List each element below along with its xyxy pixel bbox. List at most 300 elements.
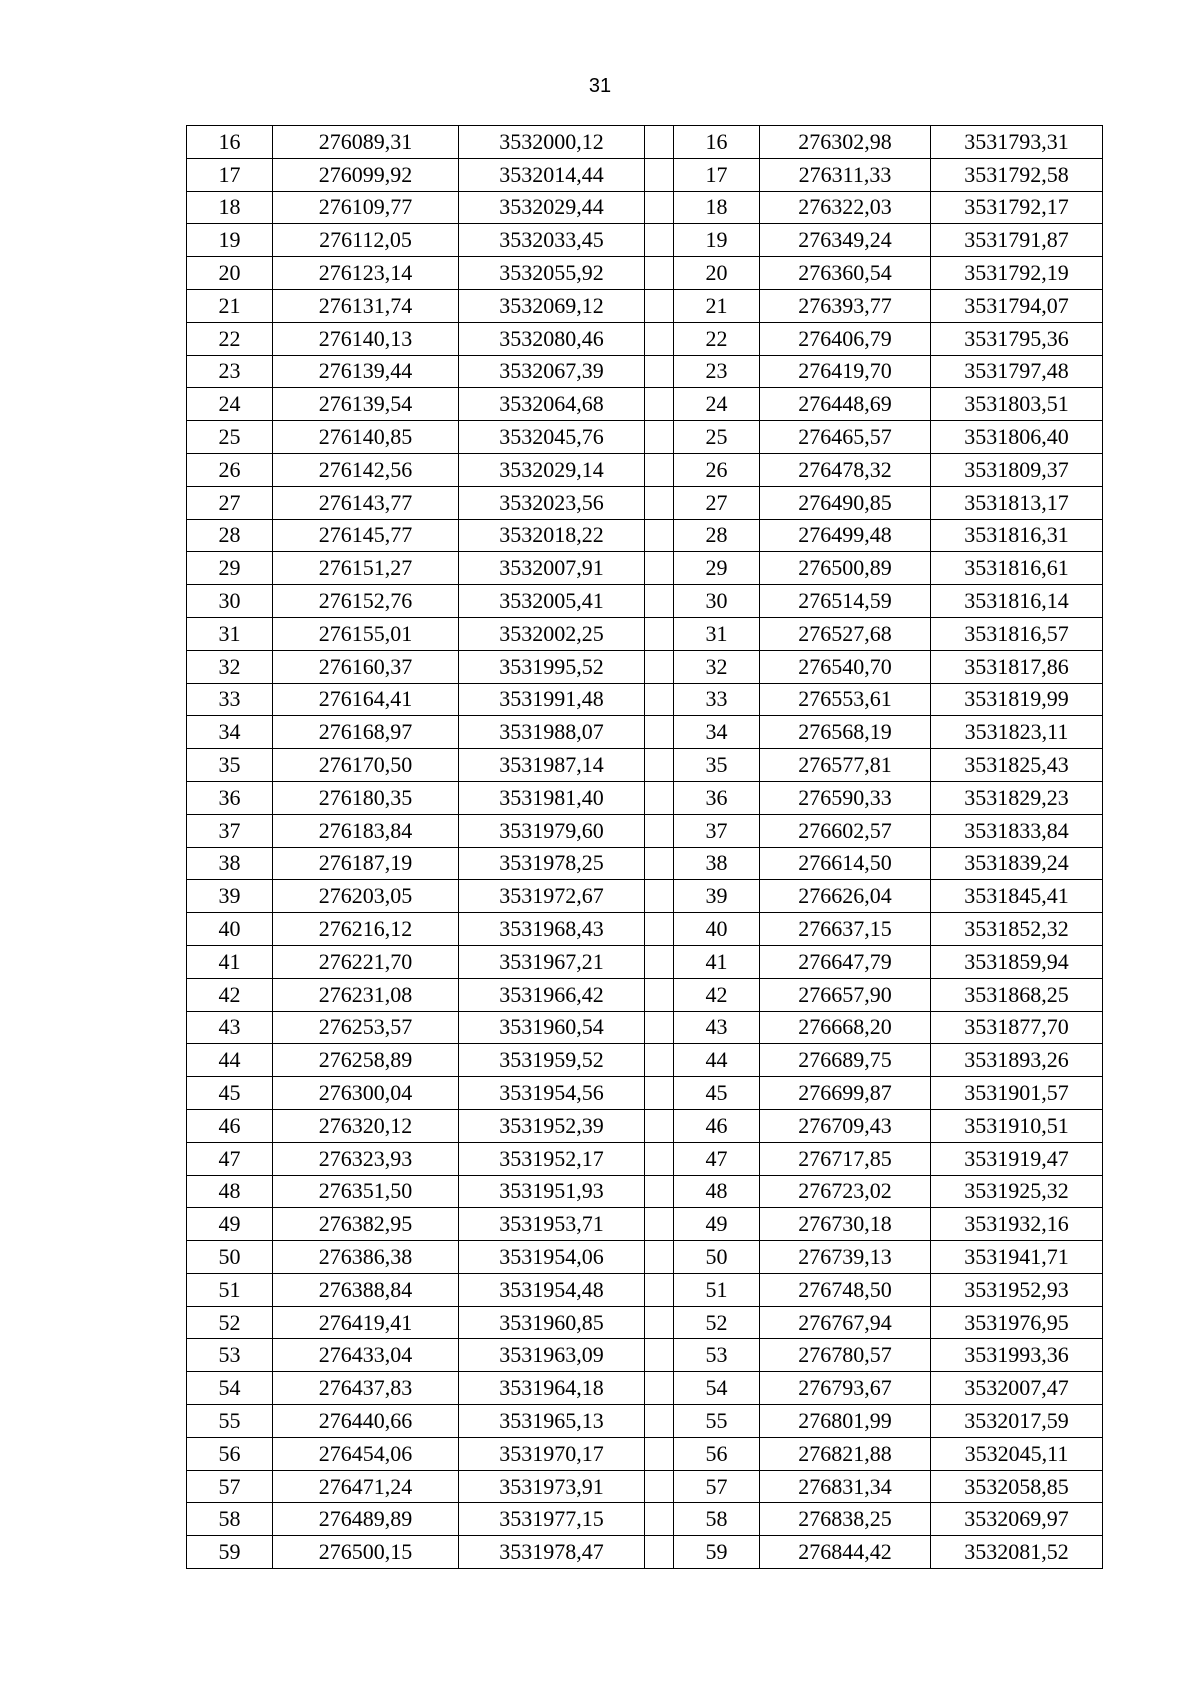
spacer-cell	[645, 1372, 674, 1405]
coordinate-y-right: 3531823,11	[931, 716, 1103, 749]
coordinate-x-left: 276300,04	[273, 1077, 459, 1110]
table-row	[187, 355, 1103, 388]
table-row	[187, 945, 1103, 978]
point-number-right: 53	[674, 1339, 760, 1372]
coordinate-x-left: 276437,83	[273, 1372, 459, 1405]
coordinate-y-right: 3531813,17	[931, 486, 1103, 519]
coordinate-x-right: 276739,13	[760, 1241, 931, 1274]
coordinate-x-left: 276388,84	[273, 1273, 459, 1306]
spacer-cell	[645, 945, 674, 978]
table-row	[187, 781, 1103, 814]
spacer-cell	[645, 716, 674, 749]
coordinate-y-right: 3531794,07	[931, 289, 1103, 322]
coordinate-x-left: 276152,76	[273, 585, 459, 618]
coordinate-y-left: 3531952,39	[459, 1109, 645, 1142]
spacer-cell	[645, 650, 674, 683]
point-number-right: 31	[674, 617, 760, 650]
point-number-left: 25	[187, 421, 273, 454]
point-number-right: 32	[674, 650, 760, 683]
point-number-right: 47	[674, 1142, 760, 1175]
point-number-right: 34	[674, 716, 760, 749]
coordinate-x-right: 276553,61	[760, 683, 931, 716]
spacer-cell	[645, 978, 674, 1011]
coordinate-y-right: 3531793,31	[931, 126, 1103, 159]
point-number-right: 23	[674, 355, 760, 388]
spacer-cell	[645, 519, 674, 552]
point-number-left: 23	[187, 355, 273, 388]
coordinate-y-left: 3531954,06	[459, 1241, 645, 1274]
spacer-cell	[645, 1142, 674, 1175]
coordinate-y-right: 3531829,23	[931, 781, 1103, 814]
table-row	[187, 388, 1103, 421]
point-number-left: 16	[187, 126, 273, 159]
coordinate-x-left: 276180,35	[273, 781, 459, 814]
spacer-cell	[645, 388, 674, 421]
coordinate-x-left: 276454,06	[273, 1437, 459, 1470]
point-number-left: 20	[187, 257, 273, 290]
coordinate-y-right: 3532069,97	[931, 1503, 1103, 1536]
point-number-right: 50	[674, 1241, 760, 1274]
coordinate-y-left: 3531951,93	[459, 1175, 645, 1208]
point-number-right: 29	[674, 552, 760, 585]
point-number-left: 17	[187, 158, 273, 191]
point-number-right: 19	[674, 224, 760, 257]
point-number-left: 49	[187, 1208, 273, 1241]
table-row	[187, 453, 1103, 486]
coordinate-x-right: 276793,67	[760, 1372, 931, 1405]
point-number-right: 16	[674, 126, 760, 159]
spacer-cell	[645, 289, 674, 322]
table-row	[187, 552, 1103, 585]
coordinate-y-right: 3532058,85	[931, 1470, 1103, 1503]
point-number-left: 50	[187, 1241, 273, 1274]
point-number-left: 42	[187, 978, 273, 1011]
coordinate-y-left: 3531970,17	[459, 1437, 645, 1470]
coordinate-y-right: 3531795,36	[931, 322, 1103, 355]
point-number-right: 28	[674, 519, 760, 552]
spacer-cell	[645, 421, 674, 454]
spacer-cell	[645, 1536, 674, 1569]
table-row	[187, 1044, 1103, 1077]
coordinate-x-right: 276844,42	[760, 1536, 931, 1569]
point-number-left: 46	[187, 1109, 273, 1142]
table-row	[187, 519, 1103, 552]
point-number-right: 46	[674, 1109, 760, 1142]
point-number-left: 43	[187, 1011, 273, 1044]
point-number-left: 36	[187, 781, 273, 814]
table-row	[187, 1142, 1103, 1175]
point-number-right: 25	[674, 421, 760, 454]
coordinate-x-left: 276258,89	[273, 1044, 459, 1077]
coordinate-y-left: 3532045,76	[459, 421, 645, 454]
table-row	[187, 158, 1103, 191]
coordinate-x-left: 276160,37	[273, 650, 459, 683]
coordinate-x-right: 276540,70	[760, 650, 931, 683]
coordinate-x-left: 276216,12	[273, 913, 459, 946]
table-row	[187, 1077, 1103, 1110]
table-row	[187, 1109, 1103, 1142]
point-number-right: 36	[674, 781, 760, 814]
coordinate-x-right: 276514,59	[760, 585, 931, 618]
spacer-cell	[645, 1175, 674, 1208]
spacer-cell	[645, 1077, 674, 1110]
coordinate-y-right: 3532017,59	[931, 1405, 1103, 1438]
coordinate-x-right: 276668,20	[760, 1011, 931, 1044]
spacer-cell	[645, 552, 674, 585]
point-number-left: 38	[187, 847, 273, 880]
coordinate-x-right: 276499,48	[760, 519, 931, 552]
coordinate-x-left: 276131,74	[273, 289, 459, 322]
spacer-cell	[645, 1241, 674, 1274]
coordinate-y-left: 3531973,91	[459, 1470, 645, 1503]
coordinate-y-left: 3532029,44	[459, 191, 645, 224]
coordinate-y-left: 3532014,44	[459, 158, 645, 191]
point-number-left: 19	[187, 224, 273, 257]
coordinate-x-left: 276386,38	[273, 1241, 459, 1274]
spacer-cell	[645, 880, 674, 913]
spacer-cell	[645, 257, 674, 290]
coordinate-x-right: 276568,19	[760, 716, 931, 749]
point-number-right: 17	[674, 158, 760, 191]
point-number-left: 41	[187, 945, 273, 978]
coordinate-y-left: 3531964,18	[459, 1372, 645, 1405]
spacer-cell	[645, 158, 674, 191]
coordinate-x-left: 276168,97	[273, 716, 459, 749]
coordinate-y-left: 3532005,41	[459, 585, 645, 618]
point-number-left: 40	[187, 913, 273, 946]
coordinate-x-right: 276577,81	[760, 749, 931, 782]
point-number-left: 51	[187, 1273, 273, 1306]
coordinate-y-right: 3531797,48	[931, 355, 1103, 388]
coordinate-y-right: 3531816,14	[931, 585, 1103, 618]
coordinate-x-right: 276360,54	[760, 257, 931, 290]
spacer-cell	[645, 913, 674, 946]
table-row	[187, 421, 1103, 454]
coordinate-x-right: 276465,57	[760, 421, 931, 454]
coordinate-x-right: 276647,79	[760, 945, 931, 978]
coordinate-x-left: 276109,77	[273, 191, 459, 224]
coordinate-y-right: 3531816,61	[931, 552, 1103, 585]
point-number-right: 39	[674, 880, 760, 913]
point-number-right: 49	[674, 1208, 760, 1241]
coordinate-x-right: 276322,03	[760, 191, 931, 224]
coordinate-y-right: 3531816,57	[931, 617, 1103, 650]
coordinate-y-right: 3531816,31	[931, 519, 1103, 552]
point-number-left: 31	[187, 617, 273, 650]
point-number-right: 48	[674, 1175, 760, 1208]
coordinate-y-right: 3531825,43	[931, 749, 1103, 782]
spacer-cell	[645, 1405, 674, 1438]
point-number-left: 21	[187, 289, 273, 322]
coordinate-y-left: 3531987,14	[459, 749, 645, 782]
table-row	[187, 913, 1103, 946]
coordinate-x-right: 276821,88	[760, 1437, 931, 1470]
coordinate-y-left: 3531995,52	[459, 650, 645, 683]
point-number-right: 37	[674, 814, 760, 847]
coordinate-x-right: 276614,50	[760, 847, 931, 880]
coordinate-y-right: 3531819,99	[931, 683, 1103, 716]
coordinate-y-left: 3531978,47	[459, 1536, 645, 1569]
coordinate-x-right: 276590,33	[760, 781, 931, 814]
spacer-cell	[645, 683, 674, 716]
point-number-left: 55	[187, 1405, 273, 1438]
point-number-right: 55	[674, 1405, 760, 1438]
coordinate-y-left: 3532080,46	[459, 322, 645, 355]
table-row	[187, 683, 1103, 716]
point-number-left: 54	[187, 1372, 273, 1405]
coordinate-x-left: 276440,66	[273, 1405, 459, 1438]
point-number-right: 43	[674, 1011, 760, 1044]
coordinate-y-right: 3531910,51	[931, 1109, 1103, 1142]
coordinates-table	[186, 125, 1103, 1569]
coordinate-x-right: 276748,50	[760, 1273, 931, 1306]
coordinate-y-left: 3531954,56	[459, 1077, 645, 1110]
coordinate-x-left: 276140,85	[273, 421, 459, 454]
coordinate-y-left: 3531979,60	[459, 814, 645, 847]
point-number-left: 34	[187, 716, 273, 749]
spacer-cell	[645, 1011, 674, 1044]
table-row	[187, 585, 1103, 618]
coordinate-y-right: 3532081,52	[931, 1536, 1103, 1569]
point-number-right: 24	[674, 388, 760, 421]
point-number-left: 26	[187, 453, 273, 486]
coordinate-x-right: 276311,33	[760, 158, 931, 191]
coordinates-table-body	[187, 126, 1103, 1569]
point-number-right: 22	[674, 322, 760, 355]
coordinate-x-left: 276433,04	[273, 1339, 459, 1372]
coordinate-y-left: 3531952,17	[459, 1142, 645, 1175]
point-number-left: 58	[187, 1503, 273, 1536]
coordinate-x-left: 276139,54	[273, 388, 459, 421]
point-number-left: 18	[187, 191, 273, 224]
table-row	[187, 191, 1103, 224]
coordinate-y-left: 3531960,85	[459, 1306, 645, 1339]
point-number-right: 18	[674, 191, 760, 224]
table-row	[187, 224, 1103, 257]
coordinate-x-left: 276351,50	[273, 1175, 459, 1208]
coordinate-y-left: 3532018,22	[459, 519, 645, 552]
coordinate-y-left: 3531981,40	[459, 781, 645, 814]
coordinate-x-right: 276767,94	[760, 1306, 931, 1339]
coordinate-x-left: 276253,57	[273, 1011, 459, 1044]
spacer-cell	[645, 1208, 674, 1241]
point-number-left: 35	[187, 749, 273, 782]
table-row	[187, 847, 1103, 880]
coordinate-y-left: 3531967,21	[459, 945, 645, 978]
spacer-cell	[645, 781, 674, 814]
spacer-cell	[645, 191, 674, 224]
coordinate-y-right: 3531952,93	[931, 1273, 1103, 1306]
coordinate-x-right: 276709,43	[760, 1109, 931, 1142]
point-number-left: 44	[187, 1044, 273, 1077]
coordinate-x-right: 276490,85	[760, 486, 931, 519]
coordinate-x-left: 276323,93	[273, 1142, 459, 1175]
point-number-right: 26	[674, 453, 760, 486]
coordinate-x-right: 276723,02	[760, 1175, 931, 1208]
point-number-left: 30	[187, 585, 273, 618]
coordinate-x-right: 276699,87	[760, 1077, 931, 1110]
coordinate-y-left: 3531988,07	[459, 716, 645, 749]
point-number-left: 37	[187, 814, 273, 847]
table-row	[187, 1372, 1103, 1405]
coordinate-y-right: 3531817,86	[931, 650, 1103, 683]
coordinate-x-left: 276500,15	[273, 1536, 459, 1569]
coordinate-x-left: 276320,12	[273, 1109, 459, 1142]
coordinate-y-right: 3531852,32	[931, 913, 1103, 946]
table-row	[187, 749, 1103, 782]
coordinate-y-left: 3532000,12	[459, 126, 645, 159]
table-row	[187, 1208, 1103, 1241]
table-row	[187, 289, 1103, 322]
coordinate-y-left: 3531954,48	[459, 1273, 645, 1306]
coordinate-x-right: 276393,77	[760, 289, 931, 322]
table-row	[187, 126, 1103, 159]
table-row	[187, 257, 1103, 290]
coordinate-x-right: 276838,25	[760, 1503, 931, 1536]
point-number-left: 32	[187, 650, 273, 683]
point-number-left: 24	[187, 388, 273, 421]
table-row	[187, 1503, 1103, 1536]
coordinate-y-right: 3531919,47	[931, 1142, 1103, 1175]
point-number-right: 33	[674, 683, 760, 716]
point-number-right: 40	[674, 913, 760, 946]
coordinate-y-right: 3531925,32	[931, 1175, 1103, 1208]
point-number-right: 54	[674, 1372, 760, 1405]
coordinate-x-right: 276448,69	[760, 388, 931, 421]
spacer-cell	[645, 355, 674, 388]
coordinate-x-left: 276231,08	[273, 978, 459, 1011]
coordinate-x-left: 276151,27	[273, 552, 459, 585]
spacer-cell	[645, 1470, 674, 1503]
table-row	[187, 1470, 1103, 1503]
point-number-right: 41	[674, 945, 760, 978]
table-row	[187, 1011, 1103, 1044]
coordinate-x-right: 276730,18	[760, 1208, 931, 1241]
spacer-cell	[645, 1306, 674, 1339]
coordinate-x-left: 276139,44	[273, 355, 459, 388]
coordinate-y-left: 3531991,48	[459, 683, 645, 716]
point-number-left: 22	[187, 322, 273, 355]
coordinate-y-right: 3531792,19	[931, 257, 1103, 290]
coordinate-y-left: 3532069,12	[459, 289, 645, 322]
coordinate-x-right: 276801,99	[760, 1405, 931, 1438]
spacer-cell	[645, 1044, 674, 1077]
coordinate-y-right: 3531809,37	[931, 453, 1103, 486]
coordinate-y-right: 3531792,58	[931, 158, 1103, 191]
point-number-right: 38	[674, 847, 760, 880]
spacer-cell	[645, 814, 674, 847]
point-number-left: 27	[187, 486, 273, 519]
table-row	[187, 1273, 1103, 1306]
coordinate-y-right: 3531845,41	[931, 880, 1103, 913]
coordinate-x-right: 276500,89	[760, 552, 931, 585]
coordinate-x-right: 276657,90	[760, 978, 931, 1011]
coordinate-y-left: 3531965,13	[459, 1405, 645, 1438]
coordinate-x-left: 276140,13	[273, 322, 459, 355]
coordinate-x-left: 276112,05	[273, 224, 459, 257]
table-row	[187, 814, 1103, 847]
point-number-left: 56	[187, 1437, 273, 1470]
coordinate-y-left: 3531977,15	[459, 1503, 645, 1536]
coordinate-x-left: 276089,31	[273, 126, 459, 159]
point-number-left: 45	[187, 1077, 273, 1110]
coordinate-x-left: 276419,41	[273, 1306, 459, 1339]
point-number-right: 30	[674, 585, 760, 618]
spacer-cell	[645, 126, 674, 159]
table-row	[187, 1437, 1103, 1470]
coordinate-y-left: 3531966,42	[459, 978, 645, 1011]
coordinate-x-left: 276489,89	[273, 1503, 459, 1536]
point-number-right: 51	[674, 1273, 760, 1306]
point-number-right: 20	[674, 257, 760, 290]
coordinate-x-left: 276471,24	[273, 1470, 459, 1503]
coordinate-x-left: 276170,50	[273, 749, 459, 782]
table-row	[187, 486, 1103, 519]
table-row	[187, 617, 1103, 650]
point-number-right: 52	[674, 1306, 760, 1339]
coordinate-x-left: 276164,41	[273, 683, 459, 716]
coordinate-x-left: 276187,19	[273, 847, 459, 880]
point-number-right: 57	[674, 1470, 760, 1503]
point-number-left: 47	[187, 1142, 273, 1175]
spacer-cell	[645, 322, 674, 355]
coordinate-y-right: 3531833,84	[931, 814, 1103, 847]
coordinate-x-right: 276637,15	[760, 913, 931, 946]
point-number-left: 33	[187, 683, 273, 716]
spacer-cell	[645, 486, 674, 519]
coordinate-x-right: 276419,70	[760, 355, 931, 388]
coordinate-x-left: 276203,05	[273, 880, 459, 913]
coordinate-x-right: 276831,34	[760, 1470, 931, 1503]
point-number-right: 56	[674, 1437, 760, 1470]
point-number-left: 59	[187, 1536, 273, 1569]
spacer-cell	[645, 224, 674, 257]
coordinate-x-left: 276099,92	[273, 158, 459, 191]
table-row	[187, 880, 1103, 913]
coordinate-x-left: 276382,95	[273, 1208, 459, 1241]
coordinate-x-left: 276183,84	[273, 814, 459, 847]
point-number-right: 58	[674, 1503, 760, 1536]
coordinate-y-right: 3531806,40	[931, 421, 1103, 454]
spacer-cell	[645, 1503, 674, 1536]
spacer-cell	[645, 1109, 674, 1142]
point-number-left: 28	[187, 519, 273, 552]
coordinate-y-right: 3532045,11	[931, 1437, 1103, 1470]
spacer-cell	[645, 453, 674, 486]
spacer-cell	[645, 585, 674, 618]
point-number-left: 52	[187, 1306, 273, 1339]
coordinate-x-left: 276145,77	[273, 519, 459, 552]
coordinate-y-left: 3532023,56	[459, 486, 645, 519]
coordinate-x-right: 276349,24	[760, 224, 931, 257]
coordinate-y-right: 3531901,57	[931, 1077, 1103, 1110]
coordinate-x-left: 276143,77	[273, 486, 459, 519]
coordinate-x-right: 276626,04	[760, 880, 931, 913]
table-row	[187, 1241, 1103, 1274]
table-row	[187, 978, 1103, 1011]
coordinate-y-right: 3531839,24	[931, 847, 1103, 880]
spacer-cell	[645, 847, 674, 880]
coordinate-y-right: 3531803,51	[931, 388, 1103, 421]
spacer-cell	[645, 617, 674, 650]
table-row	[187, 1175, 1103, 1208]
spacer-cell	[645, 1273, 674, 1306]
coordinate-y-left: 3532029,14	[459, 453, 645, 486]
coordinate-y-right: 3531859,94	[931, 945, 1103, 978]
coordinate-x-left: 276123,14	[273, 257, 459, 290]
point-number-right: 21	[674, 289, 760, 322]
point-number-left: 39	[187, 880, 273, 913]
